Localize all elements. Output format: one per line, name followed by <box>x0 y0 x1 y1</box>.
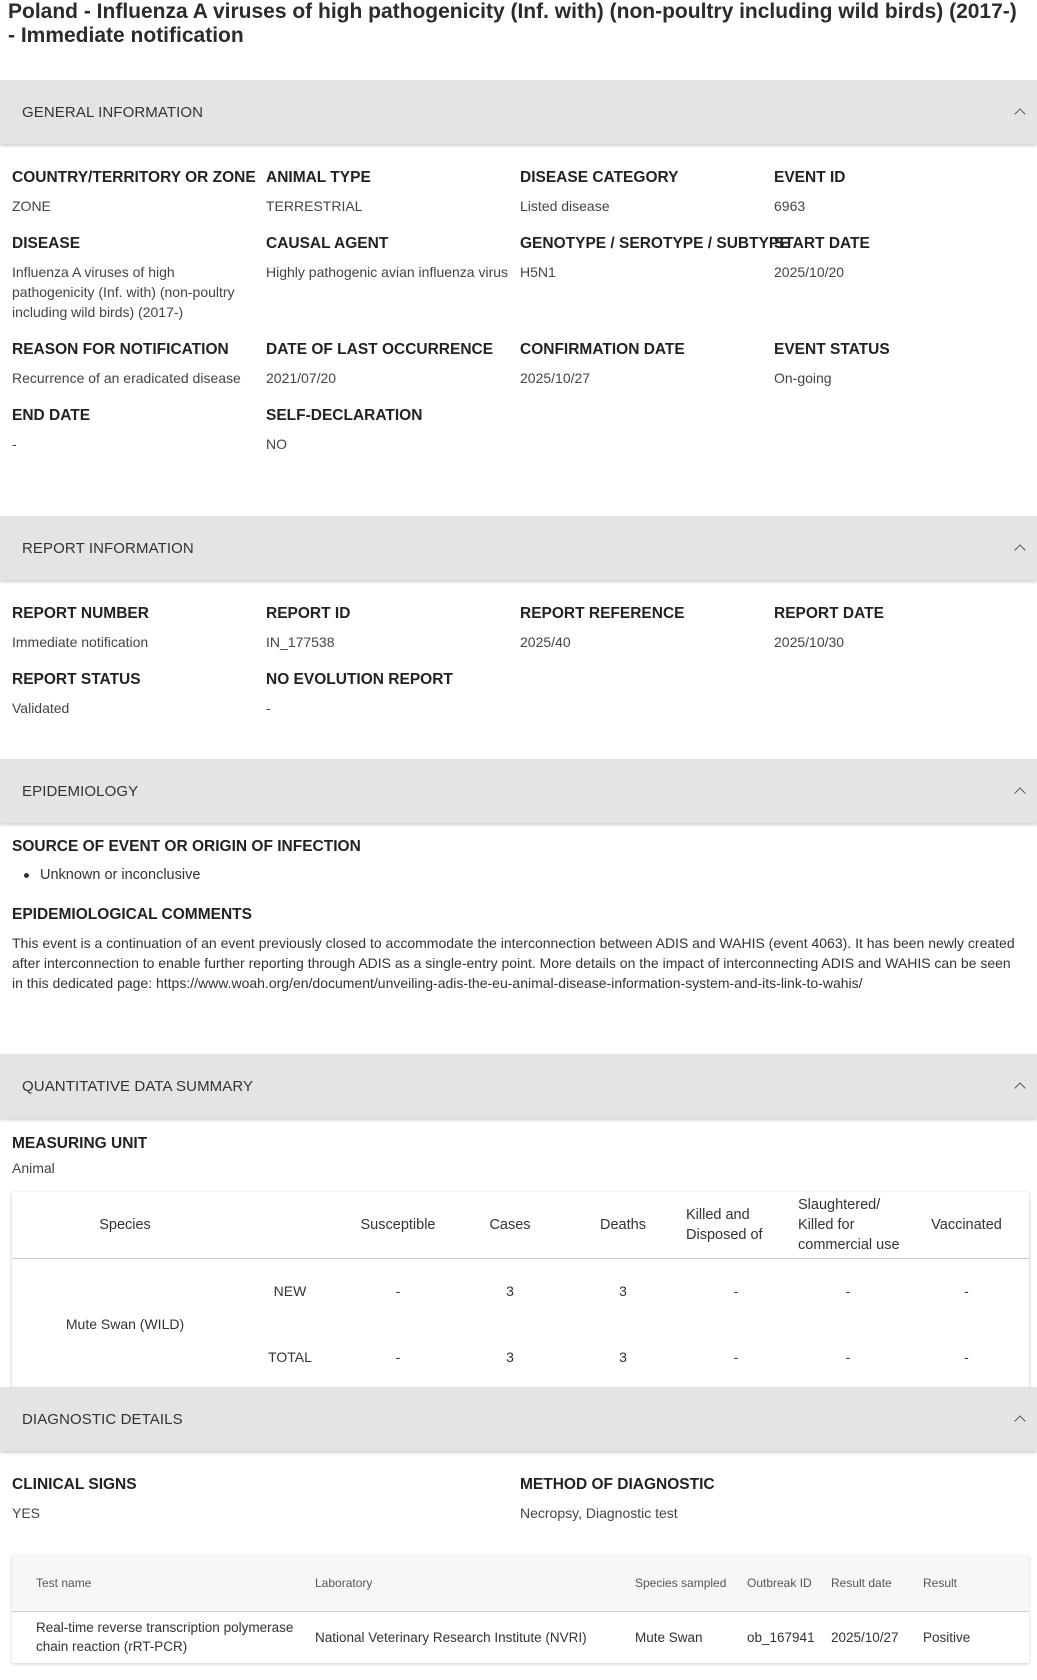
field-report-number: REPORT NUMBER Immediate notification <box>12 605 149 650</box>
field-report-id: REPORT ID IN_177538 <box>266 605 351 650</box>
cell-cases: 3 <box>506 1349 514 1365</box>
row-type: NEW <box>273 1283 307 1300</box>
source-label: SOURCE OF EVENT OR ORIGIN OF INFECTION <box>12 838 361 855</box>
table-header-row <box>12 1192 1029 1258</box>
list-item: Unknown or inconclusive <box>40 865 1025 885</box>
section-header-epidemiology[interactable] <box>0 759 1037 823</box>
cell-slaughtered: - <box>845 1349 851 1365</box>
section-header-diagnostic[interactable] <box>0 1387 1037 1451</box>
cell-test-name: Real-time reverse transcription polymerase chain reaction (rRT-PCR) <box>36 1620 294 1655</box>
cell-species-sampled: Mute Swan <box>635 1629 703 1645</box>
diagnostic-content <box>0 1451 1037 1663</box>
diagnostic-fields <box>0 1475 1037 1541</box>
section-header-report[interactable] <box>0 516 1037 580</box>
field-report-date: REPORT DATE 2025/10/30 <box>774 605 884 650</box>
col-species-sampled: Species sampled <box>629 1555 741 1611</box>
cell-susceptible: - <box>395 1283 401 1300</box>
field-confirmation-date: CONFIRMATION DATE 2025/10/27 <box>520 341 685 386</box>
col-outbreak-id: Outbreak ID <box>741 1555 825 1611</box>
col-result-date: Result date <box>825 1555 917 1611</box>
col-cases: Cases <box>454 1192 566 1258</box>
cell-slaughtered: - <box>845 1283 851 1300</box>
general-fields <box>0 168 1037 472</box>
field-reason: REASON FOR NOTIFICATION Recurrence of an eradicated disease <box>12 341 241 386</box>
field-animal-type: ANIMAL TYPE TERRESTRIAL <box>266 169 371 214</box>
field-method: METHOD OF DIAGNOSTIC Necropsy, Diagnostic test <box>520 1476 715 1521</box>
col-vaccinated: Vaccinated <box>904 1192 1029 1258</box>
col-slaughtered: Slaughtered/ Killed for commercial use <box>792 1192 904 1258</box>
col-susceptible: Susceptible <box>342 1192 454 1258</box>
field-report-reference: REPORT REFERENCE 2025/40 <box>520 605 685 650</box>
cell-result-date: 2025/10/27 <box>831 1629 899 1645</box>
field-event-status: EVENT STATUS On-going <box>774 341 890 386</box>
cell-deaths: 3 <box>619 1349 627 1365</box>
section-header-general[interactable] <box>0 80 1037 144</box>
quantitative-table <box>12 1192 1029 1390</box>
chevron-up-icon[interactable] <box>1013 1412 1027 1426</box>
field-no-evolution-report: NO EVOLUTION REPORT - <box>266 671 453 716</box>
field-last-occurrence: DATE OF LAST OCCURRENCE 2021/07/20 <box>266 341 494 386</box>
cell-result: Positive <box>923 1629 971 1645</box>
cell-cases: 3 <box>506 1283 514 1300</box>
col-test-name: Test name <box>12 1555 309 1611</box>
col-species: Species <box>12 1192 238 1258</box>
page-title: Poland - Influenza A viruses of high pathogenicity (Inf. with) (non-poultry including wild birds) (2017-) - Immediate notification <box>8 0 1017 47</box>
epidemiology-content <box>0 823 1037 1054</box>
measuring-unit-value: Animal <box>12 1160 55 1176</box>
epidemiological-comments: This event is a continuation of an event previously closed to accommodate the interconnection between ADIS and WAHIS (event 4063). It has been newly created after interconnection to enable further reporting through ADIS as a single-entry point. More details on the impact of interconnecting ADIS and WAHIS can be seen in this dedicated page: https://www.woah.org/en/document/unveiling-adis-the-eu-animal-disease-information-system-and-its-link-to-wahis/ <box>12 935 1015 991</box>
col-killed: Killed and Disposed of <box>680 1192 792 1258</box>
chevron-up-icon[interactable] <box>1013 784 1027 798</box>
section-title: GENERAL INFORMATION <box>22 103 204 121</box>
field-end-date: END DATE - <box>12 407 91 452</box>
cell-killed: - <box>733 1349 739 1365</box>
cell-laboratory: National Veterinary Research Institute (NVRI) <box>315 1629 587 1645</box>
field-start-date: START DATE 2025/10/20 <box>774 235 870 280</box>
cell-vaccinated: - <box>964 1283 969 1300</box>
section-title: EPIDEMIOLOGY <box>22 782 139 800</box>
chevron-up-icon[interactable] <box>1013 1079 1027 1093</box>
field-clinical-signs: CLINICAL SIGNS YES <box>12 1476 137 1521</box>
comments-label: EPIDEMIOLOGICAL COMMENTS <box>12 906 252 923</box>
report-fields <box>0 604 1037 736</box>
section-title: QUANTITATIVE DATA SUMMARY <box>22 1077 254 1095</box>
table-header-row <box>12 1555 1029 1611</box>
chevron-up-icon[interactable] <box>1013 105 1027 119</box>
col-result: Result <box>917 1555 1029 1611</box>
diagnostic-table <box>12 1555 1029 1663</box>
cell-susceptible: - <box>395 1349 401 1365</box>
chevron-up-icon[interactable] <box>1013 541 1027 555</box>
field-event-id: EVENT ID 6963 <box>774 169 846 214</box>
section-title: REPORT INFORMATION <box>22 539 194 557</box>
field-disease-category: DISEASE CATEGORY Listed disease <box>520 169 679 214</box>
field-report-status: REPORT STATUS Validated <box>12 671 141 716</box>
table-row <box>12 1611 1029 1663</box>
quantitative-content <box>0 1118 1037 1387</box>
table-row <box>12 1258 1029 1324</box>
section-title: DIAGNOSTIC DETAILS <box>22 1410 183 1428</box>
cell-vaccinated: - <box>964 1349 969 1365</box>
col-deaths: Deaths <box>566 1192 680 1258</box>
field-causal-agent: CAUSAL AGENT Highly pathogenic avian influenza virus <box>266 235 509 280</box>
species-cell: Mute Swan (WILD) <box>65 1316 185 1333</box>
col-laboratory: Laboratory <box>309 1555 629 1611</box>
source-list <box>40 865 1025 885</box>
field-genotype: GENOTYPE / SEROTYPE / SUBTYPE H5N1 <box>520 235 790 280</box>
cell-killed: - <box>733 1283 739 1300</box>
field-self-declaration: SELF-DECLARATION NO <box>266 407 423 452</box>
field-disease: DISEASE Influenza A viruses of high pathogenicity (Inf. with) (non-poultry including wild birds) (2017-) <box>12 235 235 320</box>
col-type <box>238 1192 342 1258</box>
section-header-quantitative[interactable] <box>0 1054 1037 1118</box>
field-country: COUNTRY/TERRITORY OR ZONE ZONE <box>12 169 256 214</box>
cell-outbreak-id: ob_167941 <box>747 1629 815 1645</box>
cell-deaths: 3 <box>619 1283 627 1300</box>
measuring-unit-label: MEASURING UNIT <box>12 1135 148 1152</box>
row-type: TOTAL <box>268 1349 312 1365</box>
